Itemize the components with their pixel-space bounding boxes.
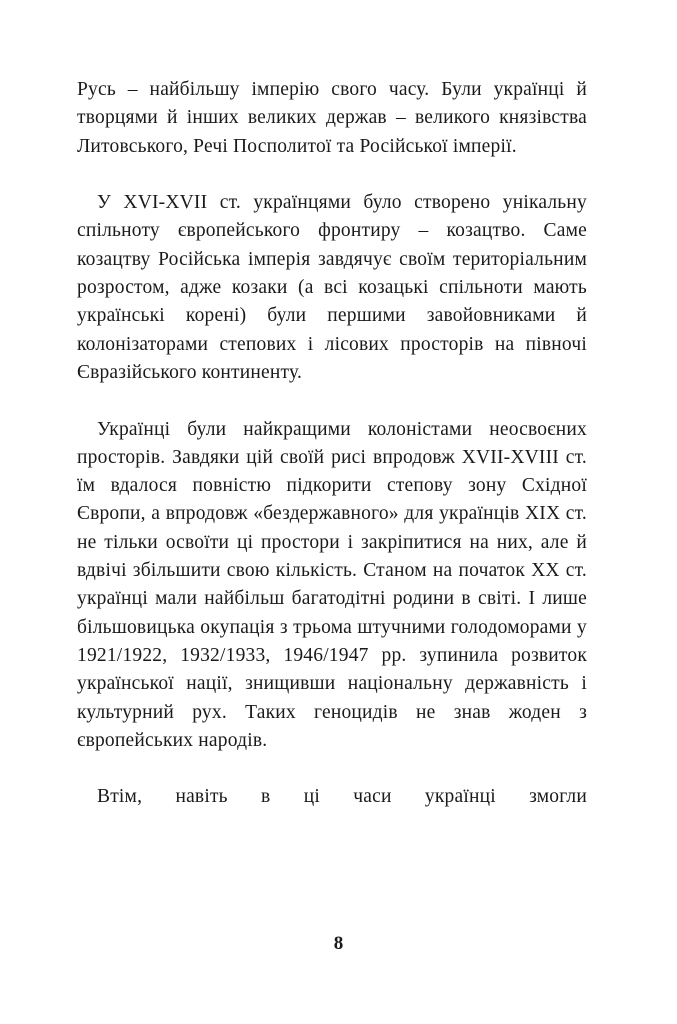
paragraph-cossacks: У XVI-XVII ст. українцями було створено унікальну спільноту європейського фронтиру – козацтво. Саме козацтву Російська імперія завдячує своїм територіальним розростом, адже козаки (а всі козацькі спільноти мають українські корені) були першими завойовниками й колонізаторами степових і лісових просторів на півночі Євразійського континенту. [77, 192, 587, 383]
paragraph-continuation: Русь – найбільшу імперію свого часу. Були українці й творцями й інших великих держав – великого князівства Литовського, Речі Посполитої та Російської імперії. [77, 79, 587, 157]
paragraph-colonists: Українці були найкращими колоністами неосвоєних просторів. Завдяки цій своїй рисі впродовж XVII-XVIII ст. їм вдалося повністю підкорити степову зону Східної Європи, а впродовж «бездержавного» для українців XIX ст. не тільки освоїти ці простори і закріпитися на них, але й вдвічі збільшити свою кількість. Станом на початок XX ст. українці мали найбільш багатодітні родини в світі. І лише більшовицька окупація з трьома штучними голодоморами у 1921/1922, 1932/1933, 1946/1947 рр. зупинила розвиток української нації, знищивши національну державність і культурний рух. Таких геноцидів не знав жоден з європейських народів. [77, 418, 587, 751]
page-number: 8 [333, 933, 344, 954]
body-text [77, 76, 587, 812]
paragraph-trailing: Втім, навіть в ці часи українці змогли [97, 786, 587, 808]
